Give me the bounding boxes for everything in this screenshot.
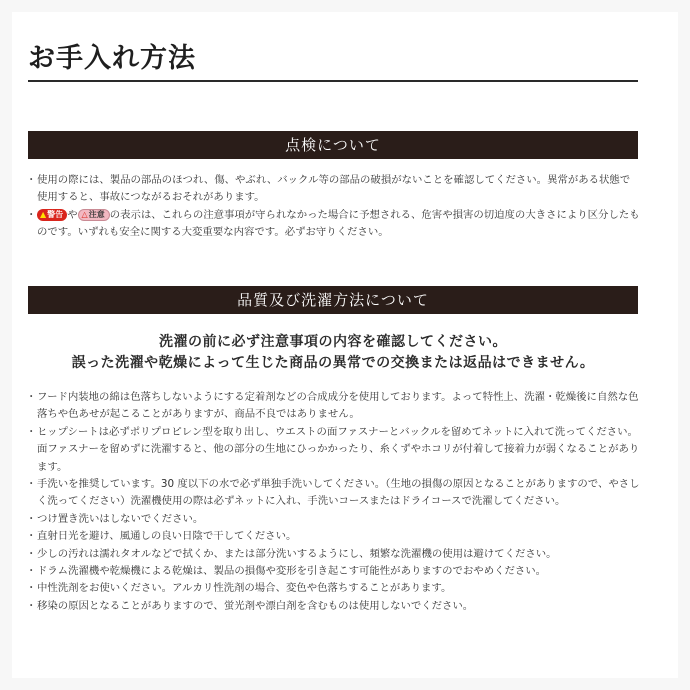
caution-badge-label: 注意 (88, 209, 105, 219)
title-divider (28, 80, 638, 82)
washing-notice-line1: 洗濯の前に必ず注意事項の内容を確認してください。 (159, 334, 507, 350)
list-item: ・ 中性洗剤をお使いください。アルカリ性洗剤の場合、変色や色落ちすることがあります。 (28, 580, 640, 597)
warning-legend-text: の表示は、これらの注意事項が守られなかった場合に予想される、危害や損害の切迫度の大きさにより区分したものです。いずれも安全に関する大変重要な内容です。必ずお守りください。 (37, 208, 640, 239)
list-item: ・ 直射日光を避け、風通しの良い日陰で干してください。 (28, 528, 640, 545)
inspection-list (28, 172, 640, 242)
list-item: ・ 移染の原因となることがありますので、蛍光剤や漂白剤を含むものは使用しないでください。 (28, 598, 640, 615)
caution-triangle-icon: △ (81, 209, 88, 219)
washing-list (28, 389, 640, 615)
washing-notice-line2: 誤った洗濯や乾燥によって生じた商品の異常での交換または返品はできません。 (71, 355, 595, 371)
badge-connector: や (67, 208, 78, 221)
list-item: ・ つけ置き洗いはしないでください。 (28, 511, 640, 528)
inspection-section-heading: 点検について (28, 131, 638, 159)
list-item: ・ ドラム洗濯機や乾燥機による乾燥は、製品の損傷や変形を引き起こす可能性がありますのでおやめください。 (28, 563, 640, 580)
list-item: ・ 少しの汚れは濡れタオルなどで拭くか、または部分洗いするようにし、頻繁な洗濯機の使用は避けてください。 (28, 546, 640, 563)
list-item-warning-legend (28, 207, 640, 242)
page-title: お手入れ方法 (28, 43, 196, 74)
washing-section-heading: 品質及び洗濯方法について (28, 286, 638, 314)
list-item: ・ 使用の際には、製品の部品のほつれ、傷、やぶれ、バックル等の部品の破損がないことを確認してください。異常がある状態で使用すると、事故につながるおそれがあります。 (28, 172, 640, 207)
list-item: ・ 手洗いを推奨しています。30 度以下の水で必ず単独手洗いしてください。（生地の損傷の原因となることがありますので、やさしく洗ってください）洗濯機使用の際は必ずネットに入れ、手洗いコースまたはドライコースで洗濯してください。 (28, 476, 640, 511)
caution-badge (78, 209, 110, 221)
warning-badge (37, 209, 67, 221)
list-item: ・ ヒップシートは必ずポリプロピレン型を取り出し、ウエストの面ファスナーとバックルを留めてネットに入れて洗ってください。面ファスナーを留めずに洗濯すると、他の部分の生地にひっかかったり、糸くずやホコリが付着して接着力が弱くなることがあります。 (28, 424, 640, 476)
warning-triangle-icon: ▲ (40, 209, 47, 219)
warning-badge-label: 警告 (47, 209, 64, 219)
list-item: ・ フード内装地の綿は色落ちしないようにする定着剤などの合成成分を使用しております。よって特性上、洗濯・乾燥後に自然な色落ちや色あせが起こることがありますが、商品不良ではありません。 (28, 389, 640, 424)
